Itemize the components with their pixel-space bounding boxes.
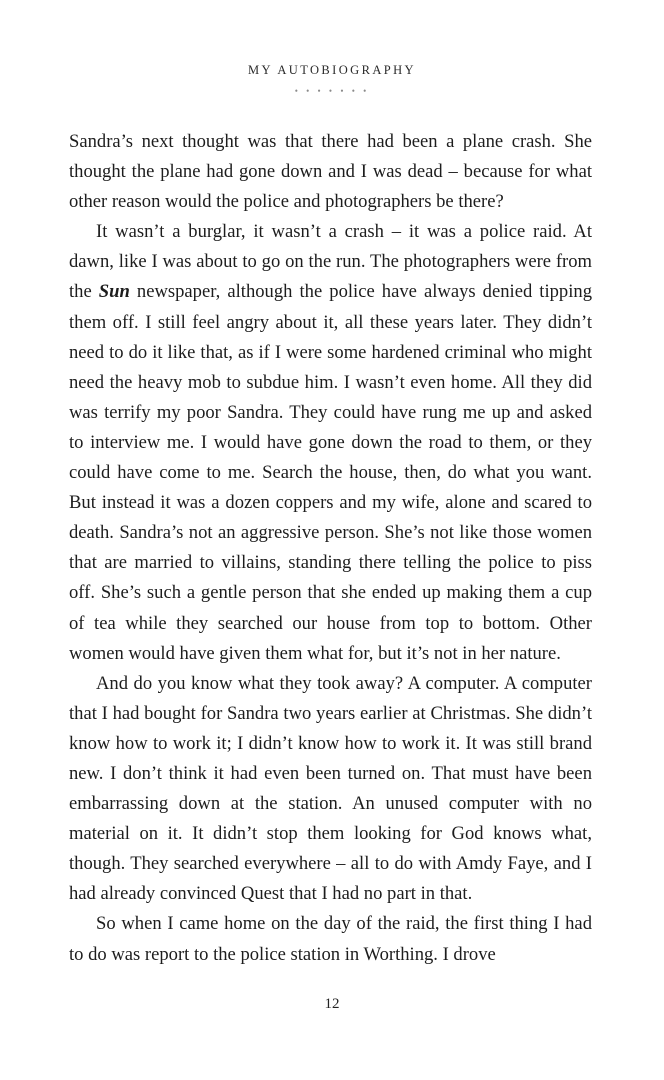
newspaper-title: Sun	[98, 281, 130, 303]
paragraph-1: Sandra’s next thought was that there had been a plane crash. She thought the plane had gone down and I was dead – because for what other reason would the police and photographers be there?	[69, 131, 592, 213]
paragraph-2	[69, 217, 592, 668]
paragraph-2-part-2: newspaper, although the police have always denied tipping them off. I still feel angry about it, all these years later. They didn’t need to do it like that, as if I were some hardened criminal who might need the heavy mob to subdue him. I wasn’t even home. All they did was terrify my poor Sandra. They could have rung me up and asked to interview me. I would have gone down the road to them, or they could have come to me. Search the house, then, do what you want. But instead it was a dozen coppers and my wife, alone and scared to death. Sandra’s not an aggressive person. She’s not like those women that are married to villains, standing there telling the police to piss off. She’s such a gentle person that she ended up making them a cup of tea while they searched our house from top to bottom. Other women would have given them what for, but it’s not in her nature.	[69, 281, 592, 664]
running-head-title: MY AUTOBIOGRAPHY	[248, 63, 416, 77]
header-ornament: • • • • • • •	[294, 86, 370, 96]
paragraph-2-part-1: It wasn’t a burglar, it wasn’t a crash – it was a police raid. At dawn, like I was about to go on the run. The photographers were from the	[69, 221, 592, 303]
page-number: 12	[324, 996, 340, 1012]
paragraph-3: And do you know what they took away? A computer. A computer that I had bought for Sandra two years earlier at Christmas. She didn’t know how to work it; I didn’t know how to work it. It was still brand new. I don’t think it had even been turned on. That must have been embarrassing down at the station. An unused computer with no material on it. It didn’t stop them looking for God knows what, though. They searched everywhere – all to do with Amdy Faye, and I had already convinced Quest that I had no part in that.	[69, 672, 592, 905]
paragraph-4: So when I came home on the day of the raid, the first thing I had to do was report to the police station in Worthing. I drove	[69, 913, 592, 965]
body-text	[69, 127, 592, 970]
